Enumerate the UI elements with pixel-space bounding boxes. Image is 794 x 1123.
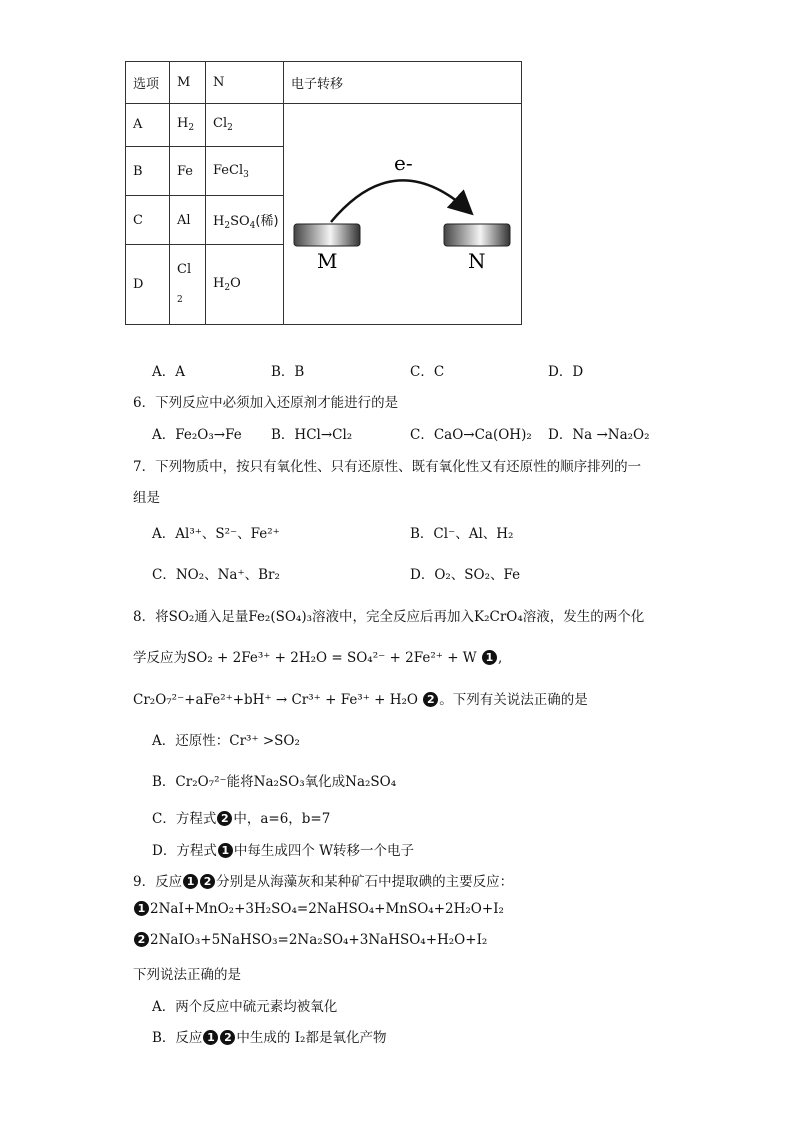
header-electron-transfer: 电子转移 <box>284 62 522 104</box>
stem-suffix: 分别是从海藻灰和某种矿石中提取碘的主要反应： <box>216 874 514 890</box>
m-symbol: H <box>177 116 189 132</box>
electron-transfer-diagram-cell <box>284 104 522 325</box>
q7-choice-a: A．Al³⁺、S²⁻、Fe²⁺ <box>152 526 280 542</box>
q5-choice-c: C．C <box>410 364 445 380</box>
q9-equation-2 <box>133 932 487 948</box>
circled-2-icon: 2 <box>423 692 438 707</box>
electron-label: e- <box>394 151 413 175</box>
q9-stem <box>133 870 513 890</box>
m-subscript: 2 <box>177 294 183 305</box>
row-option: C <box>126 196 170 245</box>
q8-stem-line2: 学反应为SO₂ + 2Fe³⁺ + 2H₂O = SO₄²⁻ + 2Fe²⁺ + W 1 , <box>133 650 503 666</box>
q9-equation-1 <box>133 901 504 917</box>
row-option: A <box>126 104 170 147</box>
q6-choice-c: C．CaO→Ca(OH)₂ <box>410 427 532 443</box>
row-n <box>206 104 284 147</box>
row-option: D <box>126 245 170 325</box>
q8-choice-c <box>152 807 330 827</box>
q7-stem-line1: 7．下列物质中，按只有氧化性、只有还原性、既有氧化性又有还原性的顺序排列的一 <box>133 459 642 475</box>
header-n: N <box>206 62 284 104</box>
choice-prefix: C．方程式 <box>152 811 217 827</box>
choice-prefix: B．反应 <box>152 1030 203 1046</box>
electron-arrow <box>331 180 470 222</box>
q7-choice-b: B．Cl⁻、Al、H₂ <box>410 526 514 542</box>
equation-text: 2NaIO₃+5NaHSO₃=2Na₂SO₄+3NaHSO₄+H₂O+I₂ <box>150 932 488 948</box>
circled-1-icon: 1 <box>203 1030 218 1045</box>
n-tail-2: (稀) <box>255 213 279 229</box>
q8-equation-2: Cr₂O₇²⁻+aFe²⁺+bH⁺ → Cr³⁺ + Fe³⁺ + H₂O <box>133 692 418 708</box>
q5-choice-d: D．D <box>548 364 584 380</box>
n-symbol: FeCl <box>213 162 244 178</box>
choice-suffix: 中每生成四个 W转移一个电子 <box>233 843 414 859</box>
row-m: Al <box>170 196 206 245</box>
q8-stem-line1: 8．将SO₂通入足量Fe₂(SO₄)₃溶液中，完全反应后再加入K₂CrO₄溶液，发生的两个化 <box>133 609 645 625</box>
q8-choice-b: B．Cr₂O₇²⁻能将Na₂SO₃氧化成Na₂SO₄ <box>152 774 397 790</box>
q7-stem-line2: 组是 <box>133 490 160 506</box>
label-m: M <box>317 249 338 273</box>
q5-choice-a: A．A <box>152 364 185 380</box>
n-subscript: 2 <box>227 123 233 134</box>
q6-choice-d: D．Na →Na₂O₂ <box>548 427 650 443</box>
row-n <box>206 196 284 245</box>
row-n <box>206 146 284 195</box>
n-subscript: 2 <box>224 283 231 294</box>
n-subscript-2: 4 <box>249 220 256 231</box>
label-n: N <box>468 249 486 273</box>
n-tail: O <box>230 276 241 292</box>
q8-stem-line3 <box>133 688 588 708</box>
q8-choice-d <box>152 839 414 859</box>
electron-transfer-diagram <box>284 104 520 320</box>
header-m: M <box>170 62 206 104</box>
circled-1-icon: 1 <box>183 874 198 889</box>
n-symbol: H <box>213 276 225 292</box>
q6-stem: 6．下列反应中必须加入还原剂才能进行的是 <box>133 395 399 411</box>
q6-choice-b: B．HCl→Cl₂ <box>271 427 353 443</box>
q8-equation-1: 学反应为SO₂ + 2Fe³⁺ + 2H₂O = SO₄²⁻ + 2Fe²⁺ + W <box>133 650 477 666</box>
m-subscript: 2 <box>188 123 195 134</box>
equation-text: 2NaI+MnO₂+3H₂SO₄=2NaHSO₄+MnSO₄+2H₂O+I₂ <box>150 901 504 917</box>
row-m <box>170 245 206 325</box>
q8-stem-tail: 。下列有关说法正确的是 <box>439 692 588 708</box>
choice-suffix: 中，a=6，b=7 <box>233 811 331 827</box>
m-symbol: Cl <box>177 261 192 277</box>
q9-choice-a: A．两个反应中硫元素均被氧化 <box>152 999 338 1015</box>
circled-2-icon: 2 <box>134 932 149 947</box>
circled-1-icon: 1 <box>218 843 233 858</box>
table-row <box>126 104 522 147</box>
circled-2-icon: 2 <box>220 1030 235 1045</box>
n-symbol: H <box>213 213 225 229</box>
stem-prefix: 9．反应 <box>133 874 183 890</box>
n-subscript: 3 <box>243 169 249 180</box>
row-m: Fe <box>170 146 206 195</box>
q7-choice-d: D．O₂、SO₂、Fe <box>410 567 521 583</box>
n-symbol: Cl <box>213 116 228 132</box>
row-m <box>170 104 206 147</box>
circled-2-icon: 2 <box>200 874 215 889</box>
q9-prompt: 下列说法正确的是 <box>133 967 241 983</box>
table-header-row <box>126 62 522 104</box>
q8-choice-a: A．还原性：Cr³⁺ >SO₂ <box>152 733 300 749</box>
circled-1-icon: 1 <box>482 650 497 665</box>
row-option: B <box>126 146 170 195</box>
n-tail: SO <box>230 213 250 229</box>
q6-choice-a: A．Fe₂O₃→Fe <box>152 427 242 443</box>
choice-suffix: 中生成的 I₂都是氧化产物 <box>236 1030 387 1046</box>
q5-choice-b: B．B <box>271 364 305 380</box>
n-subscript: 2 <box>224 220 231 231</box>
circled-2-icon: 2 <box>217 811 232 826</box>
q9-choice-b <box>152 1026 386 1046</box>
electrode-n <box>444 224 510 246</box>
choice-prefix: D．方程式 <box>152 843 217 859</box>
electrode-m <box>294 224 360 246</box>
header-option: 选项 <box>126 62 170 104</box>
row-n <box>206 245 284 325</box>
circled-1-icon: 1 <box>134 901 149 916</box>
q7-choice-c: C．NO₂、Na⁺、Br₂ <box>152 567 280 583</box>
options-table <box>125 61 522 325</box>
